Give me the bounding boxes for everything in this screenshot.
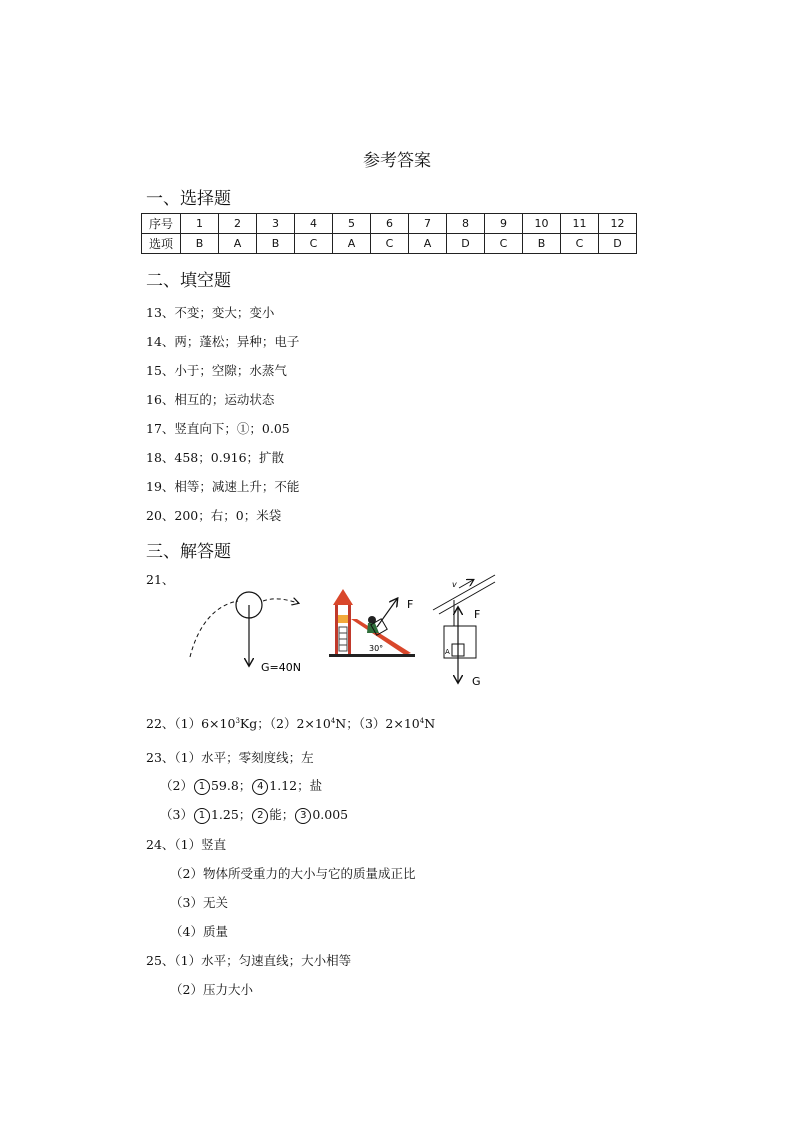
table-cell: B [523, 234, 561, 254]
table-cell: C [371, 234, 409, 254]
circled-number: 1 [194, 808, 210, 824]
q23-2-prefix: （2） [160, 778, 193, 793]
table-cell: 1 [181, 214, 219, 234]
table-cell: 7 [409, 214, 447, 234]
force-label: F [407, 598, 414, 611]
belt-line-bottom [439, 582, 495, 614]
table-cell: 6 [371, 214, 409, 234]
answer-line-23-3 [160, 805, 348, 824]
answer-line-24-2: （2）物体所受重力的大小与它的质量成正比 [170, 866, 416, 881]
angle-label: 30° [369, 644, 384, 653]
figure-block-forces [425, 570, 525, 690]
answer-line-23-1: 23、（1）水平；零刻度线；左 [146, 750, 314, 765]
table-header-number: 序号 [142, 214, 181, 234]
page-title: 参考答案 [363, 151, 431, 171]
table-cell: 5 [333, 214, 371, 234]
answer-line-15: 15、小于；空隙；水蒸气 [146, 363, 287, 378]
trajectory-dashed-path [190, 601, 238, 657]
circled-number: 3 [295, 808, 311, 824]
slide-pole-left [335, 605, 338, 655]
table-cell: 3 [257, 214, 295, 234]
table-row-answers [142, 234, 637, 254]
table-header-option: 选项 [142, 234, 181, 254]
q23-2-text2: 1.12；盐 [269, 778, 323, 793]
table-cell: A [219, 234, 257, 254]
gravity-label: G=40N [261, 661, 301, 674]
trajectory-dashed-arrow [263, 599, 298, 603]
answer-line-23-2 [160, 776, 322, 795]
circled-number: 1 [194, 779, 210, 795]
q22-part3: N；（3）2×10 [335, 716, 420, 731]
velocity-arrow [459, 580, 473, 588]
answer-line-20: 20、200；右；0；米袋 [146, 508, 282, 523]
q22-part2: Kg；（2）2×10 [239, 716, 331, 731]
table-cell: B [257, 234, 295, 254]
table-row-numbers [142, 214, 637, 234]
q23-3-text1: 1.25； [210, 807, 252, 822]
answer-table [141, 213, 637, 254]
slide-ground [329, 654, 415, 657]
circled-number: 4 [252, 779, 268, 795]
table-cell: 9 [485, 214, 523, 234]
answer-line-24-4: （4）质量 [170, 924, 228, 939]
slide-roof [333, 589, 353, 605]
section-fill-heading: 二、填空题 [146, 271, 231, 291]
table-cell: D [447, 234, 485, 254]
table-cell: C [485, 234, 523, 254]
table-cell: 11 [561, 214, 599, 234]
answer-line-13: 13、不变；变大；变小 [146, 305, 275, 320]
velocity-label: v [452, 580, 457, 589]
circled-number: 2 [252, 808, 268, 824]
figure-ball-gravity [180, 585, 320, 685]
q22-exp2: 4 [330, 716, 336, 725]
q23-2-text1: 59.8； [210, 778, 252, 793]
table-cell: A [409, 234, 447, 254]
answer-line-14: 14、两；蓬松；异种；电子 [146, 334, 300, 349]
table-cell: 8 [447, 214, 485, 234]
table-cell: C [561, 234, 599, 254]
slide-panel [338, 615, 348, 623]
answer-label-21: 21、 [146, 572, 175, 587]
slide-pole-right [348, 605, 351, 655]
table-cell: C [295, 234, 333, 254]
q22-part1: 22、（1）6×10 [146, 716, 236, 731]
belt-line-top [433, 575, 495, 610]
section-choice-heading: 一、选择题 [146, 189, 231, 209]
table-cell: 10 [523, 214, 561, 234]
answer-line-24-3: （3）无关 [170, 895, 228, 910]
q23-3-prefix: （3） [160, 807, 193, 822]
answer-line-25-2: （2）压力大小 [170, 982, 253, 997]
answer-line-25-1: 25、（1）水平；匀速直线；大小相等 [146, 953, 352, 968]
force-arrow [377, 599, 397, 627]
force-g-label: G [472, 675, 481, 688]
answer-line-19: 19、相等；减速上升；不能 [146, 479, 300, 494]
answer-line-24-1: 24、（1）竖直 [146, 837, 227, 852]
q22-exp1: 3 [235, 716, 240, 725]
q23-3-text3: 0.005 [312, 807, 349, 822]
q23-3-text2: 能； [269, 807, 295, 822]
q22-part4: N [424, 716, 436, 731]
answer-line-17: 17、竖直向下；①；0.05 [146, 421, 290, 436]
answer-line-22 [146, 714, 435, 732]
table-cell: B [181, 234, 219, 254]
answer-line-18: 18、458；0.916；扩散 [146, 450, 285, 465]
table-cell: 4 [295, 214, 333, 234]
figure-slide [325, 585, 425, 665]
table-cell: 12 [599, 214, 637, 234]
answer-line-16: 16、相互的；运动状态 [146, 392, 275, 407]
block-a-label: A [445, 648, 450, 656]
table-cell: 2 [219, 214, 257, 234]
section-solve-heading: 三、解答题 [146, 542, 231, 562]
force-f-label: F [474, 608, 481, 621]
table-cell: A [333, 234, 371, 254]
table-cell: D [599, 234, 637, 254]
q22-exp3: 4 [419, 716, 425, 725]
